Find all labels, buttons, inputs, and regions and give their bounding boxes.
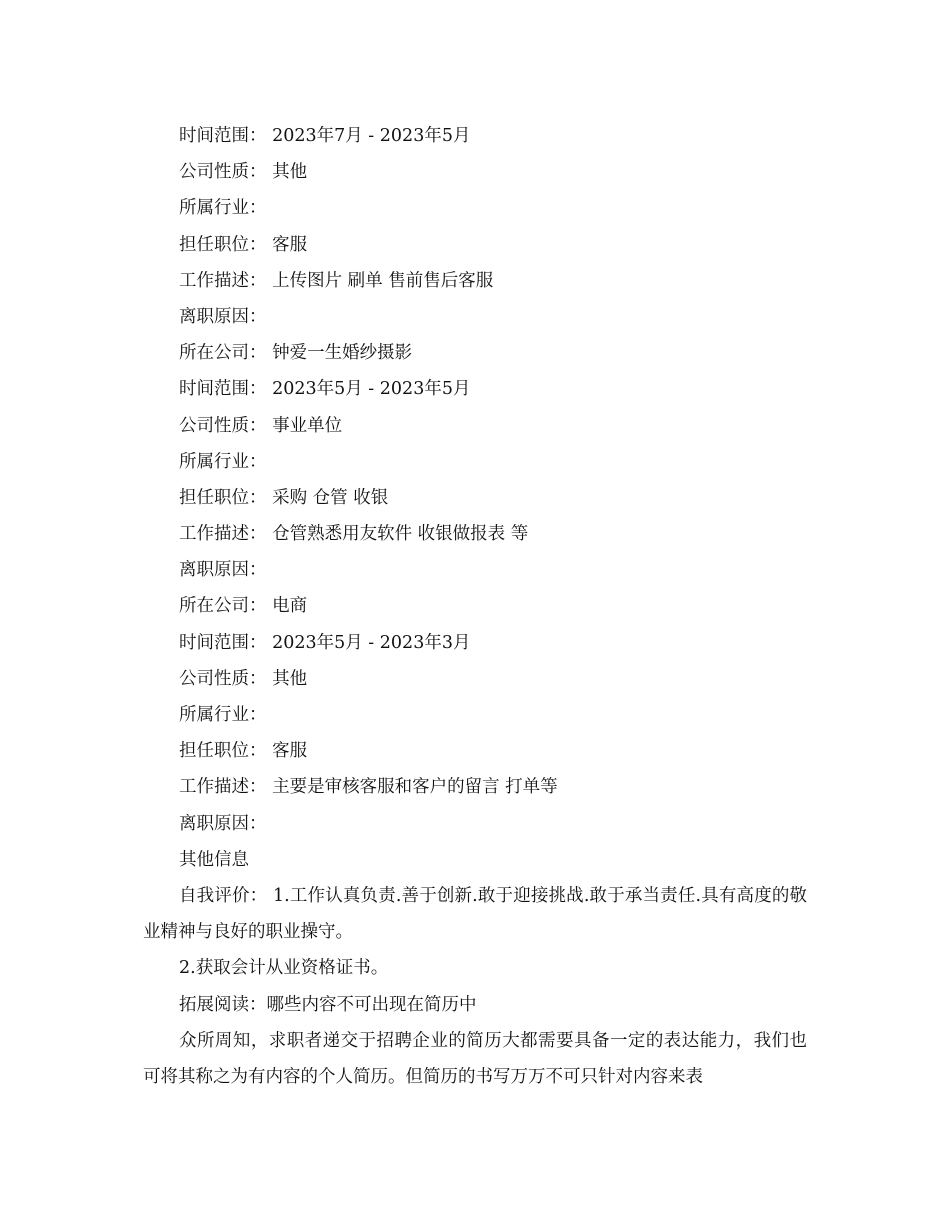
record-label: 公司性质： (179, 162, 267, 183)
document-content (143, 118, 807, 1095)
record-label: 时间范围： (179, 379, 267, 400)
record-label: 时间范围： (179, 126, 267, 146)
other-info-heading: 其他信息 (179, 849, 249, 870)
record-value: 2023年7月 - 2023年5月 (272, 126, 471, 146)
record-label: 担任职位： (179, 234, 267, 255)
record-line (143, 444, 807, 480)
record-line (143, 588, 807, 624)
record-label: 离职原因： (179, 560, 267, 581)
record-label: 所属行业： (179, 705, 267, 725)
record-line (143, 733, 807, 769)
record-line (143, 335, 807, 371)
record-label: 所在公司： (179, 596, 267, 617)
record-line (143, 227, 807, 263)
qualification-item: 2.获取会计从业资格证书。 (179, 958, 389, 979)
record-value: 其他 (272, 668, 308, 689)
record-label: 离职原因： (179, 306, 267, 327)
record-line (143, 263, 807, 299)
record-label: 担任职位： (179, 487, 267, 508)
record-label: 公司性质： (179, 668, 267, 689)
record-line (143, 661, 807, 697)
record-line (143, 625, 807, 661)
record-label: 时间范围： (179, 632, 267, 653)
record-value: 钟爱一生婚纱摄影 (272, 343, 413, 364)
record-line (143, 190, 807, 226)
record-label: 所在公司： (179, 343, 267, 364)
record-value: 采购 仓管 收银 (272, 487, 389, 508)
record-label: 担任职位： (179, 741, 267, 762)
record-value: 电商 (272, 596, 308, 617)
record-line (143, 552, 807, 588)
record-label: 工作描述： (179, 777, 267, 798)
record-label: 所属行业： (179, 198, 267, 219)
body-paragraph: 众所周知，求职者递交于招聘企业的简历大都需要具备一定的表达能力，我们也可将其称之为有内容的个人简历。但简历的书写万万不可只针对内容来表 (143, 1030, 807, 1087)
record-value: 仓管熟悉用友软件 收银做报表 等 (272, 524, 529, 545)
record-line (143, 371, 807, 407)
record-value: 2023年5月 - 2023年5月 (272, 379, 471, 400)
self-evaluation-label: 自我评价： (179, 885, 268, 906)
extended-reading-heading: 拓展阅读：哪些内容不可出现在简历中 (179, 994, 477, 1015)
record-label: 公司性质： (179, 415, 267, 436)
record-line (143, 408, 807, 444)
record-label: 工作描述： (179, 270, 267, 291)
self-evaluation-paragraph (143, 878, 807, 950)
record-label: 工作描述： (179, 524, 267, 545)
record-line (143, 806, 807, 842)
record-label: 所属行业： (179, 451, 267, 472)
record-line (143, 299, 807, 335)
self-evaluation-text: 1.工作认真负责.善于创新.敢于迎接挑战.敢于承当责任.具有高度的敬业精神与良好的职业操守。 (143, 885, 808, 943)
record-line (143, 697, 807, 733)
record-line (143, 516, 807, 552)
record-value: 事业单位 (272, 415, 343, 436)
record-line (143, 480, 807, 516)
record-value: 上传图片 刷单 售前售后客服 (272, 270, 494, 291)
record-line (143, 118, 807, 154)
record-value: 2023年5月 - 2023年3月 (272, 632, 471, 653)
record-value: 其他 (272, 162, 308, 183)
record-value: 客服 (272, 741, 308, 762)
record-line (143, 769, 807, 805)
record-value: 主要是审核客服和客户的留言 打单等 (272, 777, 558, 798)
work-experience-records (143, 118, 807, 842)
record-line (143, 154, 807, 190)
record-value: 客服 (272, 234, 308, 255)
record-label: 离职原因： (179, 813, 267, 834)
